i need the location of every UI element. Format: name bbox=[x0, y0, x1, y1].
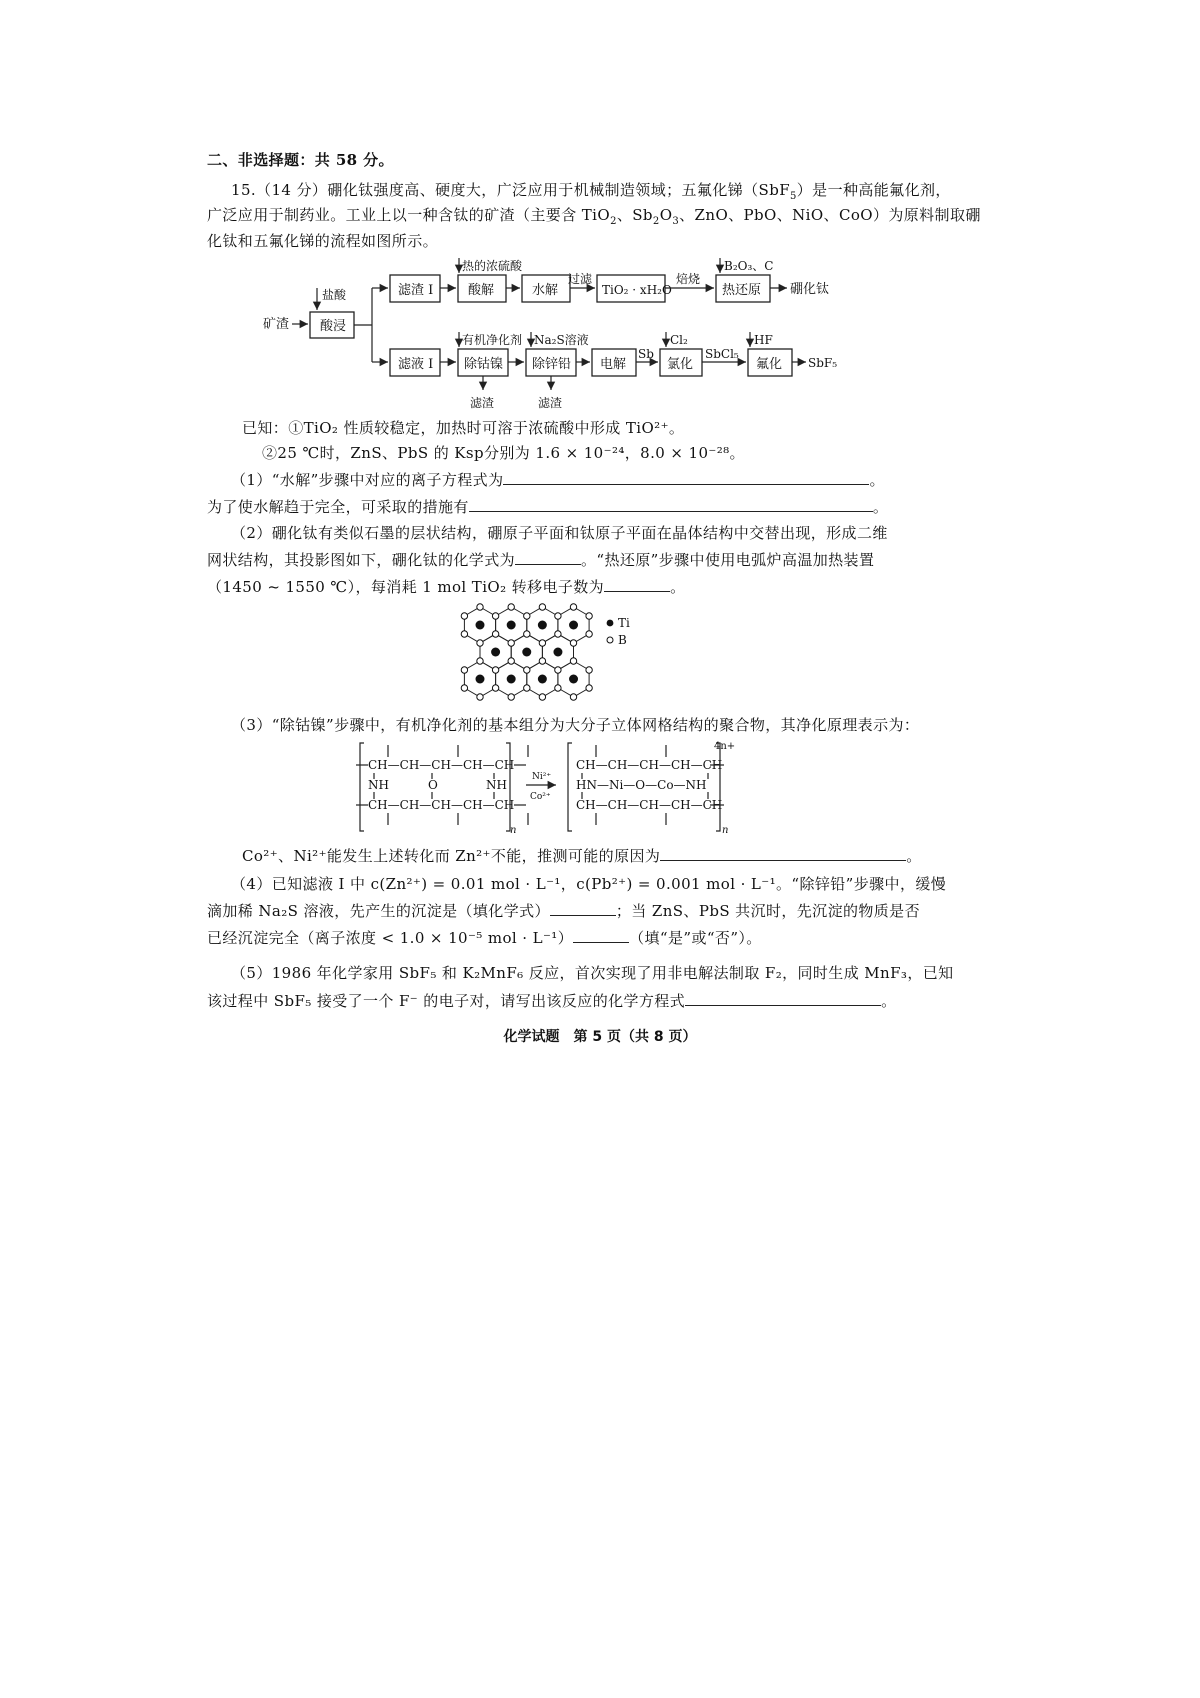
b-atom bbox=[586, 631, 592, 637]
b-atom bbox=[570, 640, 576, 646]
right-bottom-chain: CH—CH—CH—CH—CH bbox=[576, 798, 723, 812]
b-atom bbox=[508, 640, 514, 646]
flow-electrolysis-label: 电解 bbox=[600, 357, 627, 372]
part3-line2 bbox=[242, 846, 922, 866]
ti-atom bbox=[507, 621, 516, 630]
b-atom bbox=[539, 640, 545, 646]
part4-line2 bbox=[207, 901, 920, 921]
ti-atom bbox=[553, 648, 562, 657]
b-atom bbox=[461, 685, 467, 691]
b-atom bbox=[524, 667, 530, 673]
b-atom bbox=[508, 694, 514, 700]
tib2-legend bbox=[604, 614, 654, 648]
flow-remove-co-ni-label: 除钴镍 bbox=[464, 357, 504, 372]
flow-residue-a-label: 滤渣 bbox=[470, 396, 495, 410]
right-n-subscript: n bbox=[722, 825, 729, 835]
q15-text-b: ）是一种高能氟化剂， bbox=[796, 181, 951, 199]
answer-blank-2a[interactable] bbox=[515, 550, 581, 565]
b-atom bbox=[555, 685, 561, 691]
arrow-bottom-ion: Co²⁺ bbox=[530, 792, 551, 802]
q15-intro-line2 bbox=[207, 205, 981, 225]
b-atom bbox=[586, 685, 592, 691]
flow-na2s-label: Na₂S溶液 bbox=[534, 333, 589, 347]
answer-blank-3[interactable] bbox=[660, 846, 906, 861]
period-mark: 。 bbox=[906, 847, 922, 865]
q15-sub-d: 3 bbox=[672, 216, 680, 227]
ti-atom bbox=[522, 648, 531, 657]
legend-b-dot bbox=[607, 637, 613, 643]
legend-ti-label: Ti bbox=[618, 616, 630, 630]
q15-text-e: O bbox=[659, 206, 673, 224]
b-atom bbox=[539, 658, 545, 664]
b-atom bbox=[492, 685, 498, 691]
part4-line3 bbox=[207, 928, 762, 948]
flow-chlorination-label: 氯化 bbox=[667, 357, 694, 372]
flow-organic-agent-label: 有机净化剂 bbox=[462, 333, 523, 347]
left-nh-1: NH bbox=[368, 778, 389, 792]
ti-atom bbox=[491, 648, 500, 657]
part4-text-c2: （填“是”或“否”）。 bbox=[629, 929, 762, 947]
flow-hot-acid-label: 热的浓硫酸 bbox=[462, 259, 523, 273]
flow-sbcl5-label: SbCl₅ bbox=[705, 347, 739, 361]
left-o: O bbox=[428, 778, 438, 792]
ti-atom bbox=[569, 675, 578, 684]
b-atom bbox=[477, 604, 483, 610]
answer-blank-4a[interactable] bbox=[550, 901, 616, 916]
flow-residue1-label: 滤渣 I bbox=[398, 283, 434, 298]
flow-b2o3-c-label: B₂O₃、C bbox=[724, 259, 774, 273]
known-1: 已知：①TiO₂ 性质较稳定，加热时可溶于浓硫酸中形成 TiO²⁺。 bbox=[242, 419, 685, 437]
left-top-chain: CH—CH—CH—CH—CH bbox=[368, 758, 515, 772]
ti-atom bbox=[476, 675, 485, 684]
q15-sub-b: 2 bbox=[610, 216, 617, 227]
answer-blank-1b[interactable] bbox=[469, 497, 873, 512]
flow-hf-label: HF bbox=[754, 333, 773, 347]
flow-product1-label: 硼化钛 bbox=[790, 282, 830, 297]
flow-remove-zn-pb-label: 除锌铅 bbox=[532, 357, 572, 372]
part3-text-b: Co²⁺、Ni²⁺能发生上述转化而 Zn²⁺不能，推测可能的原因为 bbox=[242, 847, 661, 865]
part5-line1: （5）1986 年化学家用 SbF₅ 和 K₂MnF₆ 反应，首次实现了用非电解法制取 F₂，同时生成 MnF₃，已知 bbox=[231, 964, 954, 982]
answer-blank-1a[interactable] bbox=[503, 470, 869, 485]
part4-text-c1: 已经沉淀完全（离子浓度 < 1.0 × 10⁻⁵ mol · L⁻¹） bbox=[207, 929, 574, 947]
right-charge: 4n+ bbox=[714, 741, 736, 752]
q15-intro-line1 bbox=[231, 180, 951, 200]
part2-text-b2: 。“热还原”步骤中使用电弧炉高温加热装置 bbox=[581, 551, 875, 569]
b-atom bbox=[508, 658, 514, 664]
b-atom bbox=[555, 613, 561, 619]
flow-product2-label: SbF₅ bbox=[808, 356, 838, 370]
ti-atom bbox=[507, 675, 516, 684]
b-atom bbox=[586, 613, 592, 619]
flow-acid-leach-label: 酸浸 bbox=[320, 319, 347, 334]
part2-text-b1: 网状结构，其投影图如下，硼化钛的化学式为 bbox=[207, 551, 516, 569]
flow-fluorination-label: 氟化 bbox=[756, 357, 783, 372]
period-mark: 。 bbox=[872, 498, 889, 516]
part3-line1: （3）“除钴镍”步骤中，有机净化剂的基本组分为大分子立体网格结构的聚合物，其净化原理表示为： bbox=[231, 716, 920, 734]
part4-text-b1: 滴加稀 Na₂S 溶液，先产生的沉淀是（填化学式） bbox=[207, 902, 550, 920]
part2-text-c1: （1450 ~ 1550 ℃），每消耗 1 mol TiO₂ 转移电子数为 bbox=[207, 578, 605, 596]
part2-line2 bbox=[207, 550, 874, 570]
b-atom bbox=[492, 631, 498, 637]
flow-roast-label: 焙烧 bbox=[676, 272, 701, 286]
flow-hcl-label: 盐酸 bbox=[322, 288, 347, 302]
b-atom bbox=[461, 613, 467, 619]
q15-intro-line3: 化钛和五氟化锑的流程如图所示。 bbox=[207, 232, 439, 250]
part1-text-a: （1）“水解”步骤中对应的离子方程式为 bbox=[231, 471, 504, 489]
q15-text-f: 、ZnO、PbO、NiO、CoO）为原料制取硼 bbox=[679, 206, 981, 224]
b-atom bbox=[477, 640, 483, 646]
page-footer: 化学试题 第 5 页（共 8 页） bbox=[503, 1029, 697, 1045]
right-top-chain: CH—CH—CH—CH—CH bbox=[576, 758, 723, 772]
answer-blank-2b[interactable] bbox=[604, 577, 670, 592]
b-atom bbox=[461, 631, 467, 637]
flow-filtrate1-label: 滤液 I bbox=[398, 357, 434, 372]
period-mark: 。 bbox=[670, 578, 686, 596]
answer-blank-5[interactable] bbox=[685, 991, 881, 1006]
b-atom bbox=[477, 694, 483, 700]
left-bottom-chain: CH—CH—CH—CH—CH bbox=[368, 798, 515, 812]
b-atom bbox=[539, 694, 545, 700]
b-atom bbox=[461, 667, 467, 673]
polymer-equation bbox=[350, 737, 740, 835]
part4-text-b2: ；当 ZnS、PbS 共沉时，先沉淀的物质是否 bbox=[615, 902, 920, 920]
period-mark: 。 bbox=[881, 992, 897, 1010]
part4-line1: （4）已知滤液 I 中 c(Zn²⁺) = 0.01 mol · L⁻¹，c(Pb²⁺) = 0.001 mol · L⁻¹。“除锌铅”步骤中，缓慢 bbox=[231, 875, 947, 893]
period-mark: 。 bbox=[869, 471, 885, 489]
known-2: ②25 ℃时，ZnS、PbS 的 Ksp分别为 1.6 × 10⁻²⁴，8.0 × 10⁻²⁸。 bbox=[262, 444, 745, 462]
b-atom bbox=[570, 604, 576, 610]
process-flow-diagram bbox=[250, 252, 860, 412]
part1-text-b: 为了使水解趋于完全，可采取的措施有 bbox=[207, 498, 469, 516]
flow-filtration-label: 过滤 bbox=[568, 272, 593, 286]
part2-line1: （2）硼化钛有类似石墨的层状结构，硼原子平面和钛原子平面在晶体结构中交替出现，形成二维 bbox=[231, 524, 888, 542]
legend-ti-dot bbox=[607, 620, 614, 627]
b-atom bbox=[508, 604, 514, 610]
part1-line1 bbox=[231, 470, 885, 490]
b-atom bbox=[492, 667, 498, 673]
b-atom bbox=[555, 631, 561, 637]
flow-tio2-hydrate-label: TiO₂ · xH₂O bbox=[602, 283, 672, 297]
q15-text-c: 广泛应用于制药业。工业上以一种含钛的矿渣（主要含 TiO bbox=[207, 206, 611, 224]
b-atom bbox=[492, 613, 498, 619]
q15-text-d: 、Sb bbox=[616, 206, 653, 224]
b-atom bbox=[570, 658, 576, 664]
flow-cl2-label: Cl₂ bbox=[670, 333, 688, 347]
b-atom bbox=[524, 631, 530, 637]
flow-thermal-reduction-label: 热还原 bbox=[722, 283, 762, 298]
left-n-subscript: n bbox=[510, 825, 517, 835]
flow-hydrolysis-label: 水解 bbox=[532, 283, 559, 298]
flow-sb-label: Sb bbox=[638, 347, 654, 361]
flow-start-label: 矿渣 bbox=[263, 317, 290, 332]
q15-text-a: 15.（14 分）硼化钛强度高、硬度大，广泛应用于机械制造领域；五氟化锑（SbF bbox=[231, 181, 790, 199]
part5-line2 bbox=[207, 991, 897, 1011]
section-title: 二、非选择题：共 58 分。 bbox=[207, 151, 394, 169]
b-atom bbox=[477, 658, 483, 664]
b-atom bbox=[524, 685, 530, 691]
q15-sub-c: 2 bbox=[652, 216, 660, 227]
arrow-top-ion: Ni²⁺ bbox=[532, 772, 552, 782]
answer-blank-4b[interactable] bbox=[573, 928, 629, 943]
b-atom bbox=[555, 667, 561, 673]
q15-sub-a: 5 bbox=[790, 191, 797, 202]
ti-atom bbox=[569, 621, 578, 630]
left-nh-2: NH bbox=[486, 778, 507, 792]
right-mid-chain: HN—Ni—O—Co—NH bbox=[576, 778, 707, 792]
legend-b-label: B bbox=[618, 633, 627, 647]
ti-atom bbox=[538, 675, 547, 684]
ti-atom bbox=[476, 621, 485, 630]
flow-residue-b-label: 滤渣 bbox=[538, 396, 563, 410]
b-atom bbox=[586, 667, 592, 673]
flow-acid-dissolve-label: 酸解 bbox=[468, 283, 495, 298]
b-atom bbox=[524, 613, 530, 619]
ti-atom bbox=[538, 621, 547, 630]
part1-line2 bbox=[207, 497, 888, 517]
b-atom bbox=[570, 694, 576, 700]
b-atom bbox=[539, 604, 545, 610]
part2-line3 bbox=[207, 577, 686, 597]
part5-text-b: 该过程中 SbF₅ 接受了一个 F⁻ 的电子对，请写出该反应的化学方程式 bbox=[207, 992, 686, 1010]
